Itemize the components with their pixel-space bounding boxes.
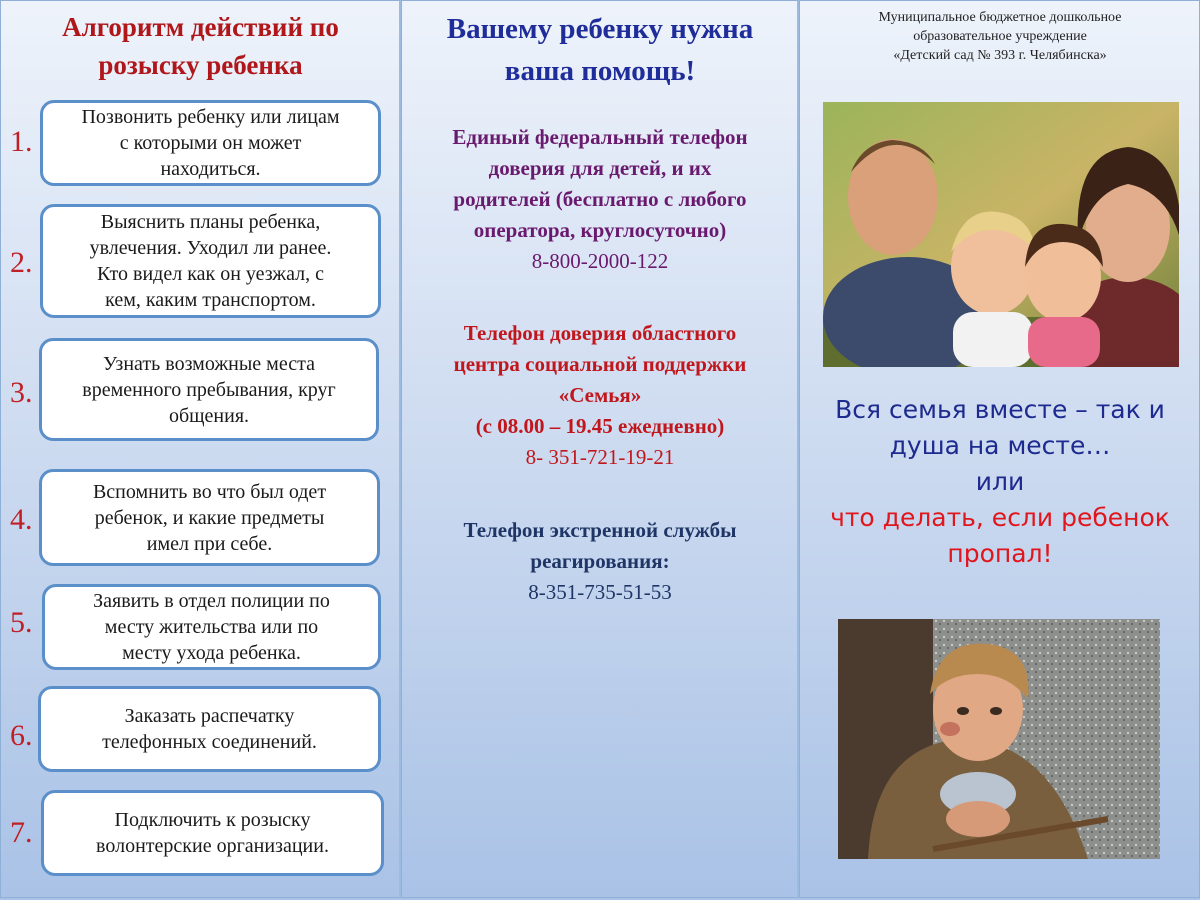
federal-hotline-block xyxy=(401,122,799,277)
motto-line: или xyxy=(975,467,1025,496)
step-line: Кто видел как он уезжал, с xyxy=(96,263,325,285)
algorithm-title-line: розыску ребенка xyxy=(98,50,303,80)
step-card xyxy=(41,790,384,876)
step-card xyxy=(40,100,381,186)
hotline-text: оператора, круглосуточно) xyxy=(473,218,727,242)
lost-child-photo xyxy=(838,619,1160,859)
hotline-text: «Семья» xyxy=(558,383,642,407)
step-line: Подключить к розыску xyxy=(114,809,311,831)
step-line: Узнать возможные места xyxy=(103,352,315,375)
step-line: Выяснить планы ребенка, xyxy=(100,211,321,233)
organization-line: образовательное учреждение xyxy=(913,29,1087,44)
step-card xyxy=(39,338,379,441)
step-number: 5. xyxy=(10,606,33,639)
hotline-text: доверия для детей, и их xyxy=(488,156,712,180)
organization-header xyxy=(800,8,1200,65)
step-line: с которыми он может xyxy=(119,132,302,154)
step-line: Заказать распечатку xyxy=(124,705,295,727)
step-line: ребенок, и какие предметы xyxy=(94,506,325,529)
hotline-text: центра социальной поддержки xyxy=(453,352,747,376)
motto-line: Вся семья вместе – так и xyxy=(835,395,1165,424)
step-line: месту ухода ребенка. xyxy=(122,642,301,664)
help-title xyxy=(401,8,799,92)
step-card xyxy=(39,469,380,566)
step-line: имел при себе. xyxy=(146,532,273,555)
family-photo xyxy=(823,102,1179,367)
organization-line: «Детский сад № 393 г. Челябинска» xyxy=(893,48,1107,63)
step-line: месту жительства или по xyxy=(104,616,319,638)
step-number: 7. xyxy=(10,816,33,849)
step-line: общения. xyxy=(168,404,250,427)
step-line: находиться. xyxy=(160,158,261,180)
hotline-text: реагирования: xyxy=(530,549,670,573)
step-line: временного пребывания, круг xyxy=(82,378,336,401)
algorithm-title-line: Алгоритм действий по xyxy=(62,12,339,42)
hotline-phone-number: 8-800-2000-122 xyxy=(531,249,669,273)
organization-line: Муниципальное бюджетное дошкольное xyxy=(878,10,1122,25)
motto-text xyxy=(800,392,1200,500)
step-number: 6. xyxy=(10,719,33,752)
step-card xyxy=(42,584,381,670)
help-title-line: ваша помощь! xyxy=(504,55,696,87)
hotline-phone-number: 8-351-735-51-53 xyxy=(528,580,672,604)
step-card xyxy=(38,686,381,772)
step-number: 2. xyxy=(10,246,33,279)
hotline-text: Единый федеральный телефон xyxy=(452,125,748,149)
step-line: волонтерские организации. xyxy=(96,835,329,857)
algorithm-title xyxy=(0,8,401,84)
hotline-phone-number: 8- 351-721-19-21 xyxy=(525,445,675,469)
hotline-text: Телефон экстренной службы xyxy=(463,518,737,542)
step-line: Позвонить ребенку или лицам xyxy=(81,106,340,128)
warning-line: что делать, если ребенок xyxy=(830,503,1170,532)
step-number: 1. xyxy=(10,125,33,158)
warning-line: пропал! xyxy=(947,539,1053,568)
step-card xyxy=(40,204,381,318)
motto-line: душа на месте… xyxy=(889,431,1111,460)
help-title-line: Вашему ребенку нужна xyxy=(446,13,754,45)
hotline-text: родителей (бесплатно с любого xyxy=(453,187,747,211)
step-line: телефонных соединений. xyxy=(102,731,317,753)
step-number: 4. xyxy=(10,503,33,536)
emergency-hotline-block xyxy=(401,515,799,608)
hotline-text: (с 08.00 – 19.45 ежедневно) xyxy=(475,414,725,438)
step-number: 3. xyxy=(10,376,33,409)
step-line: кем, каким транспортом. xyxy=(105,289,316,311)
step-line: Заявить в отдел полиции по xyxy=(93,590,330,612)
step-line: Вспомнить во что был одет xyxy=(92,480,327,503)
step-line: увлечения. Уходил ли ранее. xyxy=(89,237,332,259)
hotline-text: Телефон доверия областного xyxy=(463,321,737,345)
regional-hotline-block xyxy=(401,318,799,473)
warning-text xyxy=(800,500,1200,572)
